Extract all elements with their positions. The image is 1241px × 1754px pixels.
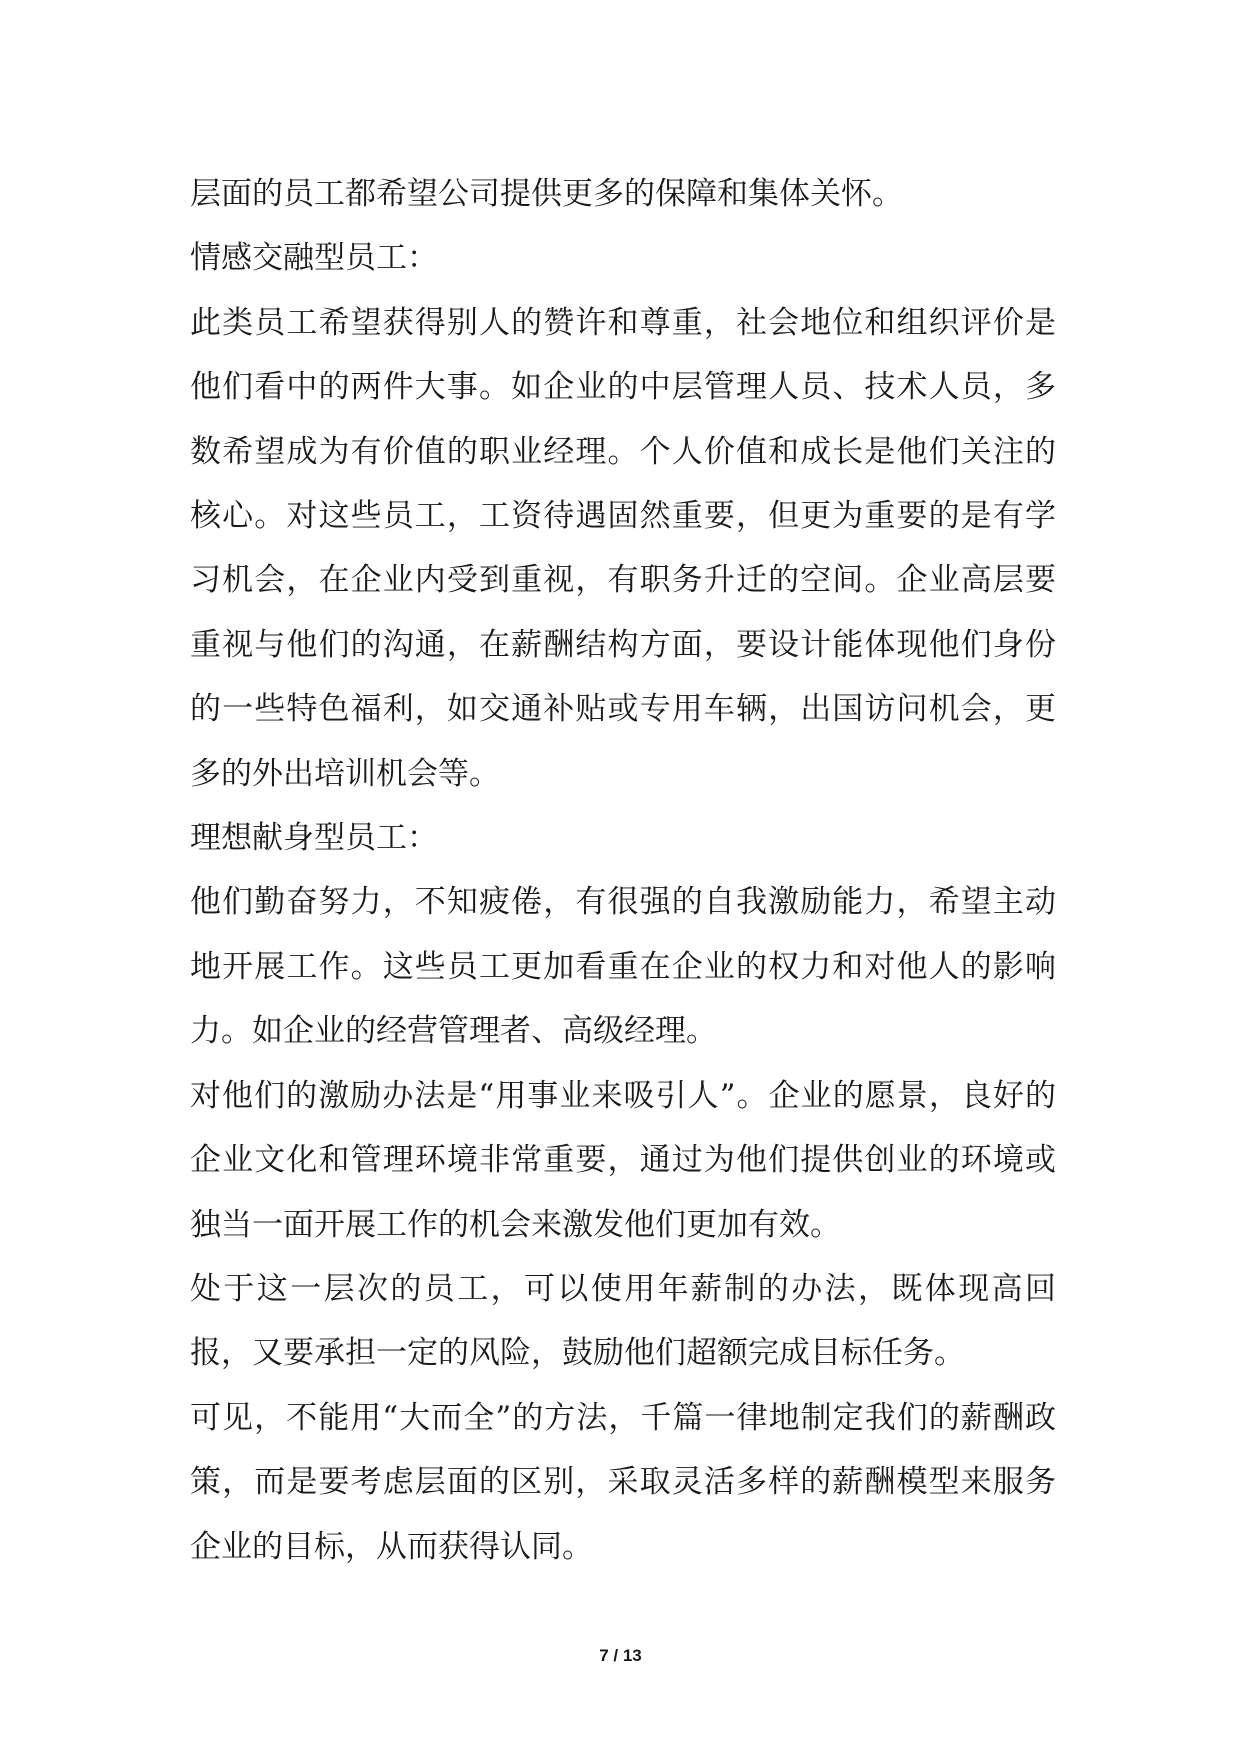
page-number: 7 / 13 (599, 1646, 642, 1665)
paragraph-emotional-employees: 此类员工希望获得别人的赞许和尊重，社会地位和组织评价是他们看中的两件大事。如企业的中层管理人员、技术人员，多数希望成为有价值的职业经理。个人价值和成长是他们关注的核心。对这些员工，工资待遇固然重要，但更为重要的是有学习机会，在企业内受到重视，有职务升迁的空间。企业高层要重视与他们的沟通，在薪酬结构方面，要设计能体现他们身份的一些特色福利，如交通补贴或专用车辆，出国访问机会，更多的外出培训机会等。 (190, 304, 1056, 792)
paragraph-annual-salary: 处于这一层次的员工，可以使用年薪制的办法，既体现高回报，又要承担一定的风险，鼓励他们超额完成目标任务。 (190, 1270, 1056, 1372)
paragraph-security-level-end: 层面的员工都希望公司提供更多的保障和集体关怀。 (190, 176, 903, 212)
paragraph-idealist-employees: 他们勤奋努力，不知疲倦，有很强的自我激励能力，希望主动地开展工作。这些员工更加看重在企业的权力和对他人的影响力。如企业的经营管理者、高级经理。 (190, 884, 1056, 1050)
page-body (190, 162, 1056, 1579)
paragraph-conclusion: 可见，不能用“大而全”的方法，千篇一律地制定我们的薪酬政策，而是要考虑层面的区别，采取灵活多样的薪酬模型来服务企业的目标，从而获得认同。 (190, 1399, 1056, 1565)
heading-idealist-employees: 理想献身型员工： (190, 820, 438, 857)
paragraph-incentive-method: 对他们的激励办法是“用事业来吸引人”。企业的愿景，良好的企业文化和管理环境非常重要，通过为他们提供创业的环境或独当一面开展工作的机会来激发他们更加有效。 (190, 1077, 1056, 1243)
heading-emotional-employees: 情感交融型员工： (190, 240, 438, 277)
